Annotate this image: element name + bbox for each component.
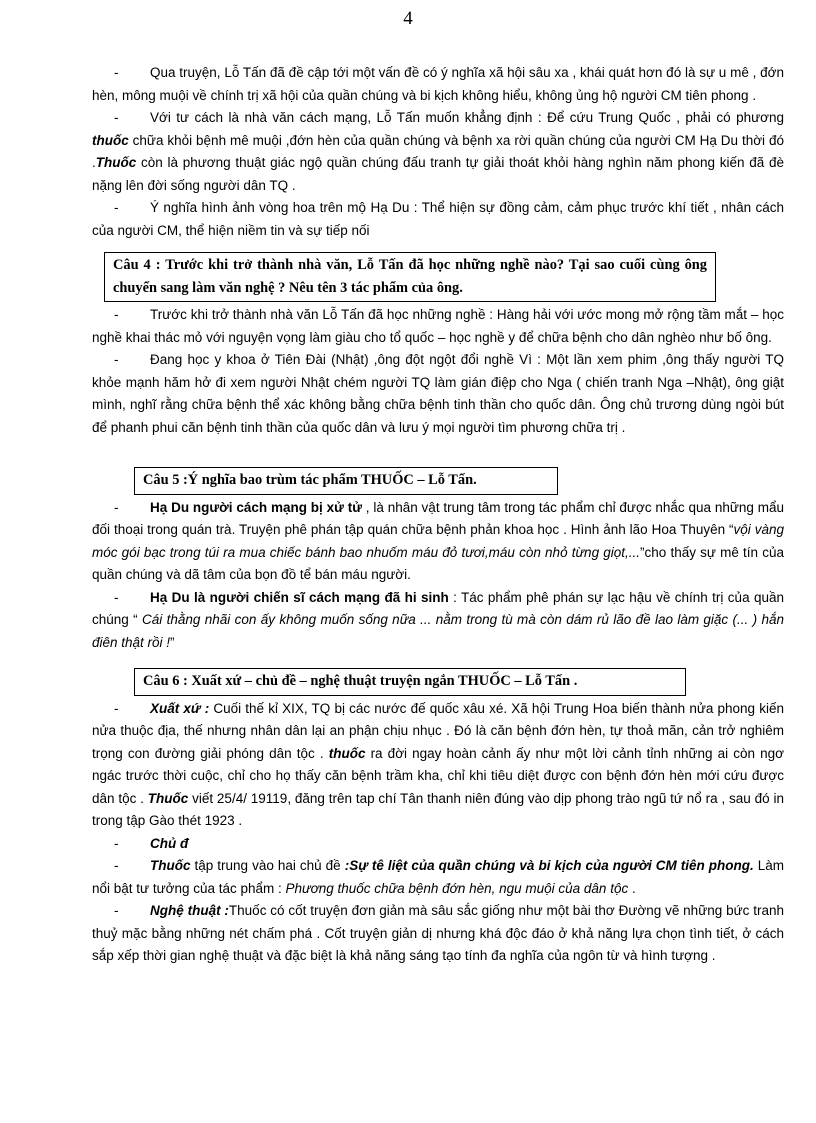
paragraph-q6-theme [92,855,784,900]
document-body [92,62,784,968]
paragraph-text: Ý nghĩa hình ảnh vòng hoa trên mộ Hạ Du : Thể hiện sự đồng cảm, cảm phục trước khí tiết , nhân cách của người CM, thể hiện niềm tin và sự tiếp nối [92,200,784,238]
paragraph-text: Đang học y khoa ở Tiên Đài (Nhật) ,ông đột ngột đổi nghề Vì : Một lần xem phim ,ông thấy người TQ khỏe mạnh hăm hở đi xem người Nhật chém người TQ làm gián điệp cho Nga ( chiến tranh Nga –Nhật), ông giật mình, nghĩ rằng chữa bệnh thể xác không bằng chữa bệnh tinh thần cho quốc dân. Ông chủ trương dùng ngòi bút để phanh phui căn bệnh tinh thần của quốc dân và lưu ý mọi người tìm phương chữa trị . [92,352,784,435]
bullet-dash: - [114,352,119,367]
bullet-dash: - [114,589,119,605]
paragraph-text: . [628,880,636,896]
paragraph-text: Với tư cách là nhà văn cách mạng, Lỗ Tấn muốn khẳng định : Để cứu Trung Quốc , phải có phương [150,110,784,125]
paragraph-q6-origin [92,698,784,833]
bullet-dash: - [114,835,119,851]
bullet-dash: - [114,700,119,716]
emphasis-thuoc: thuốc [328,745,366,761]
question-6-heading: Câu 6 : Xuất xứ – chủ đề – nghệ thuật truyện ngắn THUỐC – Lỗ Tấn . [134,668,686,696]
paragraph-text: : Tác phẩm phê phán sự lạc hậu về chính trị của quần chúng “ [92,589,784,627]
paragraph-q5-ha-du-executed [92,497,784,587]
bullet-dash: - [114,858,119,873]
emphasis-thuoc: Thuốc [95,155,137,170]
paragraph-text: Làm nổi bật tư tưởng của tác phẩm : [92,858,785,896]
bold-italic-label: Xuất xứ : [150,700,210,716]
paragraph-text: Trước khi trở thành nhà văn Lỗ Tấn đã học những nghề : Hàng hải với ước mong mở rộng tầm mắt – học nghề khai thác mỏ với nguyện vọng làm giàu cho tổ quốc – học nghề y để chữa bệnh cho dân nghèo như bố ông. [92,307,784,345]
bullet-dash: - [114,65,119,80]
bullet-dash: - [114,110,119,125]
paragraph-text: Cuối thế kỉ XIX, TQ bị các nước đế quốc xâu xé. Xã hội Trung Hoa biến thành nửa phong kiến nửa thuộc địa, thế nhưng nhân dân lại an phận chịu nhục . Đó là căn bệnh đớn hèn, tự thoả mãn, cản trở nghiêm trọng con đường giải phóng dân tộc . [92,700,784,761]
paragraph-q6-theme-label [92,833,784,856]
bold-phrase: Hạ Du là người chiến sĩ cách mạng đã hi sinh [150,589,449,605]
paragraph-text: chữa khỏi bệnh mê muội ,đớn hèn của quần chúng và bệnh xa rời quần chúng của người CM Hạ Du thời đó . [92,132,784,170]
emphasis-thuoc: Thuốc [147,790,189,806]
bullet-dash: - [114,903,119,918]
paragraph-story-issue [92,62,784,107]
emphasis-thuoc: Thuốc [150,858,191,873]
paragraph-q4-careers [92,304,784,349]
bold-italic-label: Nghệ thuật : [150,903,229,918]
page-number: 4 [403,8,413,29]
paragraph-text: ra đời ngay hoàn cảnh ấy như một lời cảnh tỉnh những ai còn ngơ ngác trước thời cuộc, chỉ cho họ thấy căn bệnh trầm kha, chỉ khi tiêu diệt được con bệnh đớn hèn mới cứu được dân tộc . [92,745,785,806]
paragraph-text: Qua truyện, Lỗ Tấn đã đề cập tới một vấn đề có ý nghĩa xã hội sâu xa , khái quát hơn đó là sự u mê , đớn hèn, mông muội về chính trị xã hội của quần chúng và bi kịch không hiểu, không ủng hộ người CM tiên phong . [92,65,784,103]
paragraph-text: Thuốc có cốt truyện đơn giản mà sâu sắc giống như một bài thơ Đường vẽ những bức tranh thuỷ mặc bằng những nét chấm phá . Cốt truyện giản dị nhưng khá độc đáo ở khả năng lựa chọn tình tiết, ở cách sắp xếp thời gian nghệ thuật và đặc biệt là khả năng sáng tạo tính đa nghĩa của ngôn từ và hình tượng . [92,903,784,963]
question-4-heading: Câu 4 : Trước khi trở thành nhà văn, Lỗ Tấn đã học những nghề nào? Tại sao cuối cùng ông chuyển sang làm văn nghệ ? Nêu tên 3 tác phẩm của ông. [104,252,716,302]
paragraph-q4-change-reason [92,349,784,439]
paragraph-text: tập trung vào hai chủ đề [190,858,345,873]
paragraph-text: ” [170,634,175,650]
question-5-heading: Câu 5 :Ý nghĩa bao trùm tác phẩm THUỐC – Lỗ Tấn. [134,467,558,495]
paragraph-wreath-meaning [92,197,784,242]
paragraph-q6-art [92,900,784,968]
italic-phrase: Phương thuốc chữa bệnh đớn hèn, ngu muội của dân tộc [285,880,629,896]
paragraph-q5-ha-du-sacrificed [92,587,784,655]
bullet-dash: - [114,307,119,322]
paragraph-text: , là nhân vật trung tâm trong tác phẩm chỉ được nhắc qua những mẩu đối thoại trong quán trà. Truyện phê phán tập quán chữa bệnh phản khoa học . Hình ảnh lão Hoa Thuyên “ [92,499,784,537]
paragraph-text: ”cho thấy sự mê tín của quần chúng và dã tâm của bọn đồ tể bán máu người. [92,544,784,582]
paragraph-text: viết 25/4/ 19119, đăng trên tap chí Tân thanh niên đúng vào dịp phong trào ngũ tứ nổ ra , sau đó in trong tập Gào thét 1923 . [92,790,784,828]
bold-italic-label: Chủ đ [150,835,189,851]
bold-italic-phrase: :Sự tê liệt của quần chúng và bi kịch của người CM tiên phong. [344,858,754,873]
paragraph-text: còn là phương thuật giác ngộ quần chúng đấu tranh tự giải thoát khỏi hàng nghìn năm phong kiến đã đè nặng lên đời sống người dân TQ . [92,155,784,193]
italic-quote: vội vàng móc gói bạc trong túi ra mua chiếc bánh bao nhuốm máu đỏ tươi,máu còn nhỏ từng giọt,... [92,522,784,560]
italic-quote: Cái thằng nhãi con ấy không muốn sống nữa ... nằm trong tù mà còn dám rủ lão đề lao làm giặc (... ) hắn điên thật rồi ! [92,612,784,650]
emphasis-thuoc: thuốc [92,132,129,148]
paragraph-writer-intent [92,107,784,197]
bullet-dash: - [114,200,119,215]
bullet-dash: - [114,499,119,515]
bold-phrase: Hạ Du người cách mạng bị xử tử [150,499,362,515]
